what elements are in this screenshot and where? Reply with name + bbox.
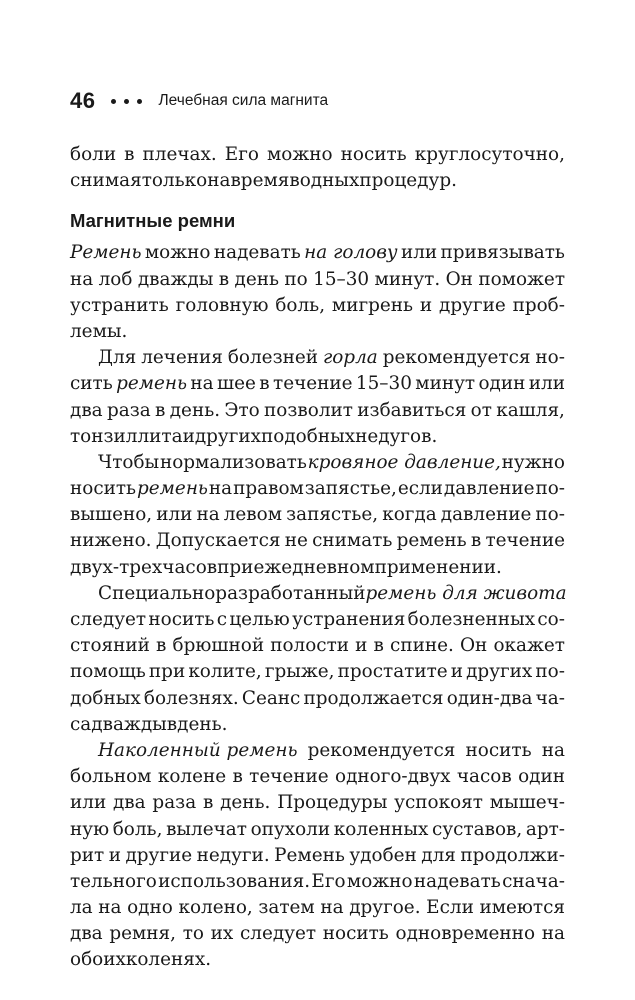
word: минут.	[374, 268, 441, 290]
word: 15–30	[313, 268, 370, 290]
word: по-	[535, 478, 565, 500]
word: носить	[465, 739, 532, 761]
word: Ремень	[70, 242, 142, 264]
word: можно	[346, 870, 413, 892]
word: левом	[223, 504, 283, 526]
word: мышеч-	[489, 792, 565, 814]
word: один-два	[446, 687, 533, 709]
word: имеются	[479, 897, 565, 919]
word: одного-двух	[335, 766, 451, 788]
word: Он	[459, 635, 488, 657]
word: по-	[535, 504, 565, 526]
word: или	[400, 242, 438, 264]
word: на	[207, 170, 231, 192]
word: на	[98, 897, 122, 919]
word: спине.	[390, 635, 454, 657]
text-line	[70, 168, 565, 194]
word: Его	[311, 870, 346, 892]
text-line	[70, 633, 565, 659]
word: кровяное давление,	[307, 451, 501, 473]
word: больном	[70, 766, 152, 788]
text-line	[70, 659, 565, 685]
word: поможет	[478, 268, 565, 290]
word: затем	[258, 897, 315, 919]
text-line	[70, 267, 565, 293]
word: проб-	[512, 294, 565, 316]
word: если	[397, 478, 443, 500]
text-line	[70, 581, 565, 607]
word: на	[320, 897, 344, 919]
word: и	[419, 294, 433, 316]
word: 15–30	[355, 373, 412, 395]
word: двух-трех	[70, 556, 163, 578]
word: и	[182, 425, 195, 447]
page-body	[70, 142, 565, 974]
word: то	[182, 923, 204, 945]
word: на	[190, 373, 214, 395]
word: на	[208, 478, 233, 500]
word: дважды	[91, 713, 167, 735]
page-number: 46	[70, 88, 96, 113]
word: снимая	[70, 170, 142, 192]
word: Это	[224, 399, 260, 421]
text-line	[70, 450, 565, 476]
word: Чтобы	[98, 451, 160, 473]
word: день	[234, 268, 279, 290]
word: Его	[224, 144, 259, 165]
word: дважды	[137, 268, 214, 290]
word: течение	[485, 530, 565, 552]
text-line	[70, 424, 565, 450]
word: на	[541, 739, 565, 761]
word: носить	[322, 923, 389, 945]
word: в	[202, 792, 214, 814]
paragraph	[70, 240, 565, 345]
word: по	[284, 268, 308, 290]
word: колене	[157, 766, 227, 788]
word: в	[232, 766, 243, 788]
text-line	[70, 142, 565, 168]
text-line	[70, 476, 565, 502]
word: ча-	[535, 687, 565, 709]
word: в	[373, 635, 384, 657]
word: со-	[537, 609, 565, 630]
word: Ремень	[274, 844, 345, 866]
word: нужно	[501, 451, 565, 473]
word: ную	[70, 818, 110, 840]
word: горла	[322, 347, 378, 369]
word: боли	[70, 144, 117, 165]
word: носить	[70, 478, 137, 500]
word: простатите	[337, 661, 448, 683]
word: снача-	[502, 870, 565, 892]
word: позволит	[264, 399, 353, 421]
word: стояний	[70, 635, 150, 657]
text-line	[70, 528, 565, 554]
text-line	[70, 790, 565, 816]
word: следует	[239, 923, 317, 945]
word: в	[124, 144, 135, 165]
word: лемы.	[70, 320, 128, 342]
paragraph	[70, 450, 565, 581]
word: ремень	[137, 478, 208, 500]
word: часов	[162, 556, 218, 578]
word: рекомендуется	[307, 739, 456, 761]
word: день.	[177, 713, 228, 735]
word: раза	[152, 792, 197, 814]
word: в	[155, 399, 166, 421]
word: один	[518, 766, 565, 788]
word: только	[141, 170, 208, 192]
word: когда	[382, 504, 437, 526]
word: головную	[175, 294, 269, 316]
word: ремень для живота	[365, 582, 567, 604]
word: одновременно	[395, 923, 536, 945]
dot	[124, 99, 129, 104]
word: время	[230, 170, 290, 192]
word: коленях.	[125, 949, 212, 971]
word: надевать	[413, 870, 501, 892]
word: Сеанс	[241, 687, 301, 709]
text-line	[70, 686, 565, 712]
word: в	[259, 373, 270, 395]
text-line	[70, 319, 565, 345]
word: течение	[249, 766, 329, 788]
word: мигрень	[331, 294, 414, 316]
word: или	[156, 504, 193, 526]
word: на	[70, 268, 94, 290]
word: использования.	[158, 870, 311, 892]
word: вышено,	[70, 504, 153, 526]
word: успокоят	[394, 792, 483, 814]
word: опухоли	[250, 818, 331, 840]
dot	[111, 99, 116, 104]
text-line	[70, 712, 565, 738]
word: давление	[443, 478, 535, 500]
word: плечах.	[142, 144, 217, 165]
text-line	[70, 293, 565, 319]
word: устранить	[70, 294, 169, 316]
text-line	[70, 398, 565, 424]
word: в	[156, 635, 167, 657]
word: можно	[266, 144, 333, 165]
word: Для	[98, 347, 137, 369]
word: обоих	[70, 949, 126, 971]
word: ремень	[396, 530, 467, 552]
word: нормализовать	[159, 451, 307, 473]
word: разработанный	[215, 582, 366, 604]
word: вылечат	[166, 818, 247, 840]
word: два	[70, 399, 103, 421]
word: ежедневном	[253, 556, 375, 578]
word: ремень	[116, 373, 188, 395]
word: устранения	[292, 609, 406, 630]
word: Специально	[98, 582, 216, 604]
word: и	[450, 661, 464, 683]
word: добных	[70, 687, 141, 709]
word: Он	[445, 268, 473, 290]
word: помощь	[70, 661, 146, 683]
word: на голову	[304, 242, 398, 264]
running-header	[70, 86, 328, 116]
word: подобных	[261, 425, 356, 447]
word: водных	[289, 170, 360, 192]
word: процедур.	[359, 170, 457, 192]
word: давление	[440, 504, 532, 526]
paragraph	[70, 581, 565, 738]
separator-dots-icon	[111, 99, 142, 104]
text-line	[70, 555, 565, 581]
word: и	[355, 635, 368, 657]
word: ла	[70, 897, 93, 919]
paragraph	[70, 345, 565, 450]
word: суставов,	[432, 818, 523, 840]
word: правом	[233, 478, 304, 500]
running-title: Лечебная сила магнита	[158, 92, 329, 109]
word: Наколенный ремень	[98, 739, 298, 761]
word: течение	[273, 373, 353, 395]
word: Допускается	[155, 530, 281, 552]
word: продолжается	[303, 687, 444, 709]
word: по-	[535, 661, 565, 683]
word: для	[421, 844, 456, 866]
paragraph	[70, 738, 565, 974]
word: других	[194, 425, 262, 447]
word: удобен	[349, 844, 417, 866]
word: привязывать	[440, 242, 565, 264]
word: лечения	[141, 347, 223, 369]
word: часов	[456, 766, 512, 788]
word: боль,	[112, 818, 163, 840]
word: в	[218, 268, 230, 290]
word: запястье,	[304, 478, 397, 500]
word: следует	[70, 609, 147, 630]
word: кашля,	[496, 399, 565, 421]
text-line	[70, 345, 565, 371]
word: раза	[106, 399, 151, 421]
text-line	[70, 240, 565, 266]
word: и	[108, 844, 121, 866]
word: недуги.	[196, 844, 270, 866]
word: день.	[220, 792, 271, 814]
word: Процедуры	[277, 792, 388, 814]
word: других	[466, 661, 533, 683]
word: один	[478, 373, 526, 395]
word: грыже,	[264, 661, 335, 683]
word: от	[470, 399, 492, 421]
word: надевать	[213, 242, 301, 264]
word: болезненных	[407, 609, 536, 630]
word: арт-	[525, 818, 565, 840]
word: запястье,	[286, 504, 379, 526]
word: колите,	[188, 661, 262, 683]
word: при	[217, 556, 254, 578]
word: сить	[70, 373, 113, 395]
word: целью	[229, 609, 290, 630]
word: другие	[439, 294, 506, 316]
word: боль,	[275, 294, 326, 316]
text-line	[70, 921, 565, 947]
word: или	[528, 373, 565, 395]
word: на	[196, 504, 220, 526]
word: с	[216, 609, 228, 630]
word: при	[148, 661, 186, 683]
word: рекомендуется	[382, 347, 531, 369]
word: полости	[270, 635, 350, 657]
word: два	[112, 792, 146, 814]
word: снимать	[312, 530, 393, 552]
word: брюшной	[172, 635, 265, 657]
word: два	[70, 923, 103, 945]
word: их	[210, 923, 234, 945]
word: минут	[415, 373, 476, 395]
word: но-	[535, 347, 565, 369]
text-line	[70, 502, 565, 528]
word: применении.	[374, 556, 502, 578]
section-heading: Магнитные ремни	[70, 210, 236, 232]
word: ремня,	[109, 923, 177, 945]
word: шее	[217, 373, 256, 395]
word: болезней	[227, 347, 318, 369]
text-line	[70, 895, 565, 921]
word: Если	[426, 897, 474, 919]
word: лоб	[98, 268, 133, 290]
word: на	[541, 923, 565, 945]
word: са	[70, 713, 92, 735]
word: окажет	[493, 635, 565, 657]
text-line	[70, 947, 565, 973]
word: тонзиллита	[70, 425, 183, 447]
word: другие	[125, 844, 193, 866]
word: рит	[70, 844, 105, 866]
word: недугов.	[355, 425, 438, 447]
text-line	[70, 843, 565, 869]
word: коленных	[333, 818, 429, 840]
word: можно	[144, 242, 211, 264]
text-line	[70, 738, 565, 764]
word: круглосуточно,	[414, 144, 565, 165]
word: другое.	[349, 897, 421, 919]
word: колено,	[178, 897, 253, 919]
text-line	[70, 607, 565, 633]
word: носить	[148, 609, 215, 630]
text-line	[70, 764, 565, 790]
text-line	[70, 869, 565, 895]
dot	[137, 99, 142, 104]
word: не	[284, 530, 308, 552]
word: в	[166, 713, 178, 735]
word: болезнях.	[143, 687, 239, 709]
word: в	[470, 530, 482, 552]
word: избавиться	[357, 399, 467, 421]
word: продолжи-	[460, 844, 565, 866]
paragraph-intro	[70, 142, 565, 194]
word: день.	[169, 399, 221, 421]
word: нижено.	[70, 530, 152, 552]
word: носить	[340, 144, 407, 165]
text-line	[70, 817, 565, 843]
word: или	[70, 792, 107, 814]
word: одно	[127, 897, 173, 919]
text-line	[70, 371, 565, 397]
word: тельного	[70, 870, 157, 892]
